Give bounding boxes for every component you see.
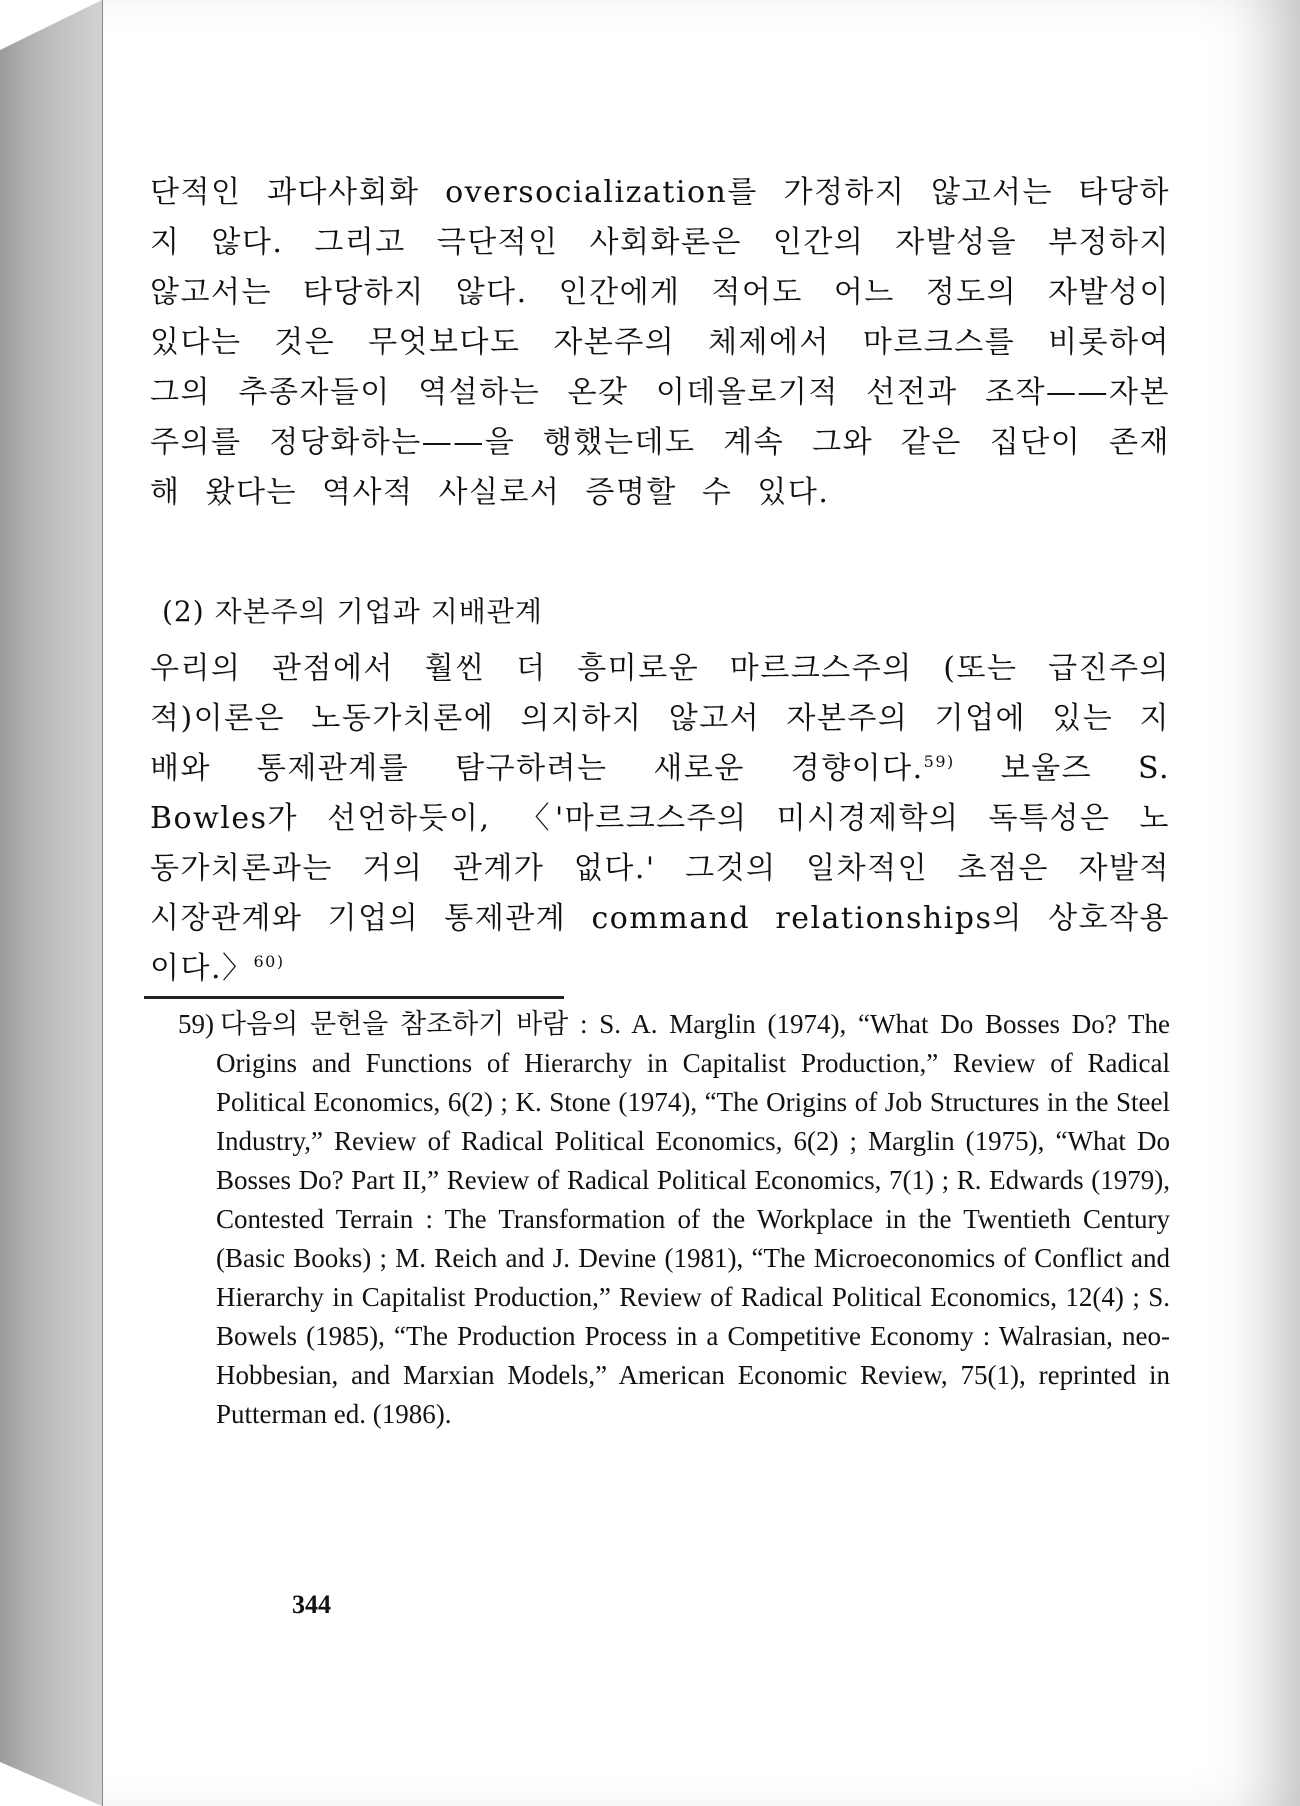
page-number: 344 [292, 1590, 331, 1619]
section-heading: (2) 자본주의 기업과 지배관계 [162, 595, 543, 628]
footnote-label: 59) [178, 1009, 214, 1039]
footnote-ref-59[interactable]: 59) [923, 752, 955, 771]
page-content [150, 168, 1170, 994]
paragraph-2-part-a: 우리의 관점에서 훨씬 더 흥미로운 마르크스주의 (또는 급진주의적)이론은 노동가치론에 의지하지 않고서 자본주의 기업에 있는 지배와 통제관계를 탐구하려는 새로운 경향이다. [150, 651, 1170, 786]
footnote-59 [178, 1005, 1170, 1434]
book-edge [0, 0, 102, 1806]
footnote-intro: 다음의 문헌을 참조하기 바람 : [220, 1009, 600, 1039]
footnote-text: S. A. Marglin (1974), “What Do Bosses Do? The Origins and Functions of Hierarchy in Capitalist Production,” Review of Radical Political Economics, 6(2) ; K. Stone (1974), “The Origins of Job Structures in the Steel Industry,” Review of Radical Political Economics, 6(2) ; Marglin (1975), “What Do Bosses Do? Part II,” Review of Radical Political Economics, 7(1) ; R. Edwards (1979), Contested Terrain : The Transformation of the Workplace in the Twentieth Century (Basic Books) ; M. Reich and J. Devine (1981), “The Microeconomics of Conflict and Hierarchy in Capitalist Production,” Review of Radical Political Economics, 12(4) ; S. Bowels (1985), “The Production Process in a Competitive Economy : Walrasian, neo-Hobbesian, and Marxian Models,” American Economic Review, 75(1), reprinted in Putterman ed. (1986). [216, 1009, 1170, 1429]
footnote-divider [144, 996, 564, 999]
paragraph-1: 단적인 과다사회화 oversocialization를 가정하지 않고서는 타당하지 않다. 그리고 극단적인 사회화론은 인간의 자발성을 부정하지 않고서는 타당하지 않다. 인간에게 적어도 어느 정도의 자발성이 있다는 것은 무엇보다도 자본주의 체제에서 마르크스를 비롯하여 그의 추종자들이 역설하는 온갖 이데올로기적 선전과 조작——자본주의를 정당화하는——을 행했는데도 계속 그와 같은 집단이 존재해 왔다는 역사적 사실로서 증명할 수 있다. [150, 175, 1170, 510]
paragraph-2-part-b: 보울즈 S. Bowles가 선언하듯이, 〈'마르크스주의 미시경제학의 독특성은 노동가치론과는 거의 관계가 없다.' 그것의 일차적인 초점은 자발적 시장관계와 기업의 통제관계 command relationships의 상호작용이다.〉 [150, 751, 1170, 986]
footnote-ref-60[interactable]: 60) [253, 952, 285, 971]
paragraph-2 [150, 644, 1170, 994]
footnotes [178, 1005, 1170, 1434]
